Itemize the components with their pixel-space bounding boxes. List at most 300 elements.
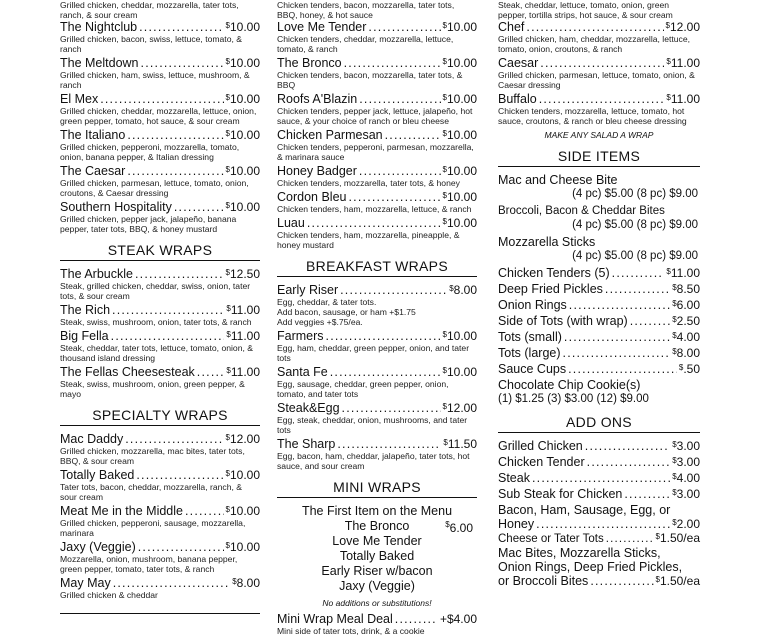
item-name: Sub Steak for Chicken <box>498 487 623 501</box>
dot-leader <box>624 487 670 501</box>
item-row <box>277 164 477 178</box>
item-row <box>60 267 260 281</box>
price-value: 10.00 <box>229 504 260 518</box>
dot-leader <box>330 365 441 379</box>
item-description: Grilled chicken, parmesan, lettuce, tomato, onion, & Caesar dressing <box>498 70 695 90</box>
price-value: 8.00 <box>453 283 477 297</box>
item-name: The Fellas Cheesesteak <box>60 365 195 379</box>
menu-item <box>277 92 477 126</box>
item-price: $10.00 <box>442 164 477 178</box>
item-price: $1.50/ea <box>655 531 700 545</box>
item-price: $3.00 <box>672 455 700 469</box>
item-name: Tots (large) <box>498 346 561 360</box>
bacon-line: Bacon, Ham, Sausage, Egg, or <box>498 503 671 517</box>
item-row <box>498 487 700 501</box>
menu-item <box>277 56 477 90</box>
item-name: Caesar <box>498 56 539 70</box>
item-description: Chicken tenders, mozzarella, tater tots, & honey <box>277 178 460 188</box>
item-price: $8.00 <box>232 576 260 590</box>
side-items-header: SIDE ITEMS <box>498 148 700 167</box>
item-price: $2.50 <box>672 314 700 328</box>
price-value: 10.00 <box>229 92 260 106</box>
salads-list <box>498 20 700 126</box>
mozzarella-sticks-options: (4 pc) $5.00 (8 pc) $9.00 <box>572 250 698 262</box>
item-name: Jaxy (Veggie) <box>60 540 136 554</box>
item-name: Love Me Tender <box>277 20 367 34</box>
menu-item <box>498 346 700 360</box>
dot-leader <box>569 298 670 312</box>
dot-leader <box>174 200 224 214</box>
price-value: 12.00 <box>229 432 260 446</box>
dot-leader <box>135 267 224 281</box>
item-name: May May <box>60 576 111 590</box>
item-price: $8.00 <box>449 283 477 297</box>
item-row <box>498 439 700 453</box>
cheese-row: Cheese or Tater Tots ..... $1.50/ea <box>498 531 700 546</box>
item-row <box>277 437 477 451</box>
item-description: Grilled chicken, pepperoni, mozzarella, tomato, onion, banana pepper, & Italian dressing <box>60 142 240 162</box>
item-price: $10.00 <box>225 468 260 482</box>
item-name: Chicken Tenders (5) <box>498 266 610 280</box>
salad-note: MAKE ANY SALAD A WRAP <box>544 130 654 140</box>
dot-leader <box>141 56 224 70</box>
item-description: Grilled chicken, pepperoni, sausage, mozzarella, marinara <box>60 518 246 538</box>
item-name: Meat Me in the Middle <box>60 504 183 518</box>
item-description: Steak, swiss, mushroom, onion, tater tots, & ranch <box>60 317 252 327</box>
item-description: Steak, cheddar, tater tots, lettuce, tomato, onion, & thousand island dressing <box>60 343 253 363</box>
item-name: El Mex <box>60 92 99 106</box>
item-name: Buffalo <box>498 92 537 106</box>
dot-leader <box>532 471 670 485</box>
item-row <box>498 362 700 376</box>
menu-item <box>498 487 700 501</box>
mac-cheese-name: Mac and Cheese Bite <box>498 173 618 187</box>
item-price: $10.00 <box>225 128 260 142</box>
item-name: Cordon Bleu <box>277 190 347 204</box>
menu-column-tender-wraps <box>277 0 477 638</box>
item-description: Chicken tenders, mozzarella, lettuce, tomato, hot sauce, croutons, & ranch or bleu cheese dressing <box>498 106 687 126</box>
item-price: $1.50/ea <box>655 574 700 588</box>
item-row <box>60 540 260 554</box>
item-name: Luau <box>277 216 305 230</box>
dot-leader <box>605 282 670 296</box>
item-row <box>498 471 700 485</box>
item-row <box>60 128 260 142</box>
item-description: Grilled chicken, parmesan, lettuce, tomato, onion, croutons, & Caesar dressing <box>60 178 249 198</box>
item-row <box>498 56 700 70</box>
breakfast-wraps-header: BREAKFAST WRAPS <box>277 258 477 277</box>
item-price: $.50 <box>678 362 700 376</box>
item-name: Steak <box>498 471 530 485</box>
item-name: The Sharp <box>277 437 336 451</box>
item-description: Chicken tenders, pepperoni, parmesan, mozzarella, & marinara sauce <box>277 142 474 162</box>
cookie-name: Chocolate Chip Cookie(s) <box>498 378 641 392</box>
item-row <box>60 303 260 317</box>
item-description: Grilled chicken & cheddar <box>60 590 158 600</box>
item-row <box>277 56 477 70</box>
item-price: $8.00 <box>672 346 700 360</box>
dot-leader <box>359 164 441 178</box>
item-price: $4.00 <box>672 330 700 344</box>
item-price: $10.00 <box>442 20 477 34</box>
item-description: Grilled chicken, cheddar, mozzarella, tater tots, ranch, & sour cream <box>60 0 239 20</box>
price-value: 10.00 <box>229 540 260 554</box>
item-addon-note: Add veggies +$.75/ea. <box>277 317 363 327</box>
item-name: Roofs A'Blazin <box>277 92 358 106</box>
price-value: 10.00 <box>446 20 477 34</box>
item-name: Deep Fried Pickles <box>498 282 603 296</box>
price-value: 10.00 <box>229 164 260 178</box>
mini-wrap-item: Love Me Tender <box>332 534 422 548</box>
item-row <box>277 20 477 34</box>
dot-leader <box>111 329 225 343</box>
item-description: Egg, steak, cheddar, onion, mushrooms, and tater tots <box>277 415 468 435</box>
item-row <box>60 504 260 518</box>
dot-leader <box>326 329 441 343</box>
price-value: 2.50 <box>676 314 700 328</box>
cookie-options: (1) $1.25 (3) $3.00 (12) $9.00 <box>498 393 649 405</box>
item-name: Farmers <box>277 329 324 343</box>
broccoli-bites-options: (4 pc) $5.00 (8 pc) $9.00 <box>572 219 698 231</box>
mini-wraps-block <box>277 519 477 594</box>
dot-leader <box>127 128 223 142</box>
menu-item <box>60 303 260 327</box>
menu-item <box>60 164 260 198</box>
menu-item <box>498 362 700 376</box>
item-price: $10.00 <box>225 20 260 34</box>
item-name: Southern Hospitality <box>60 200 172 214</box>
item-price: $6.00 <box>672 298 700 312</box>
item-price: $10.00 <box>225 92 260 106</box>
item-name: Chicken Tender <box>498 455 585 469</box>
item-name: Side of Tots (with wrap) <box>498 314 628 328</box>
item-row <box>498 92 700 106</box>
item-row <box>60 200 260 214</box>
price-value: 10.00 <box>229 20 260 34</box>
dot-leader <box>197 365 225 379</box>
item-row <box>277 283 477 297</box>
menu-item <box>498 471 700 485</box>
dot-leader <box>368 20 440 34</box>
steak-wraps-list <box>60 267 260 399</box>
item-name: Santa Fe <box>277 365 328 379</box>
item-row <box>60 576 260 590</box>
specialty-wraps-header: SPECIALTY WRAPS <box>60 407 260 426</box>
price-value: 11.00 <box>670 92 700 106</box>
menu-item <box>498 56 700 90</box>
menu-item <box>498 266 700 280</box>
dot-leader <box>630 314 671 328</box>
item-price: $12.50 <box>225 267 260 281</box>
menu-item <box>60 576 260 600</box>
menu-item <box>60 92 260 126</box>
price-value: 11.50 <box>447 437 477 451</box>
item-row <box>60 329 260 343</box>
menu-item <box>277 329 477 363</box>
item-price: $10.00 <box>225 56 260 70</box>
price-value: 8.00 <box>676 346 700 360</box>
item-row <box>277 401 477 415</box>
menu-item <box>498 330 700 344</box>
menu-item <box>277 190 477 214</box>
price-value: 11.00 <box>670 56 700 70</box>
item-price: $2.00 <box>672 517 700 531</box>
chicken-wraps-list <box>60 20 260 234</box>
mini-wraps-price: $6.00 <box>445 520 473 535</box>
item-description: Tater tots, bacon, cheddar, mozzarella, ranch, & sour cream <box>60 482 242 502</box>
dot-leader <box>112 303 224 317</box>
item-name: The Caesar <box>60 164 126 178</box>
item-price: $11.00 <box>226 329 260 343</box>
menu-item <box>498 92 700 126</box>
dot-leader <box>136 468 223 482</box>
price-value: 12.00 <box>669 20 700 34</box>
price-value: 10.00 <box>229 468 260 482</box>
item-description: Chicken tenders, ham, mozzarella, pineapple, & honey mustard <box>277 230 460 250</box>
item-row <box>498 314 700 328</box>
menu-column-salads-sides <box>498 0 700 588</box>
item-price: $10.00 <box>442 92 477 106</box>
item-price: $12.00 <box>665 20 700 34</box>
item-name: Honey Badger <box>277 164 357 178</box>
menu-item <box>60 468 260 502</box>
price-value: 10.00 <box>229 200 260 214</box>
item-price: $11.50 <box>443 437 477 451</box>
price-value: 10.00 <box>446 365 477 379</box>
menu-item <box>60 20 260 54</box>
dot-leader <box>307 216 441 230</box>
menu-item <box>498 20 700 54</box>
dot-leader <box>359 92 440 106</box>
item-description: Egg, cheddar, & tater tots. <box>277 297 377 307</box>
item-name: Big Fella <box>60 329 109 343</box>
item-row <box>498 346 700 360</box>
price-value: 10.00 <box>229 128 260 142</box>
menu-item <box>498 314 700 328</box>
item-row <box>498 266 700 280</box>
item-name: Onion Rings <box>498 298 567 312</box>
bacon-row: Honey ..... $2.00 <box>498 517 700 531</box>
item-price: $10.00 <box>225 504 260 518</box>
item-description: Mozzarella, onion, mushroom, banana pepper, green pepper, tomato, tater tots, & ranch <box>60 554 238 574</box>
item-price: $10.00 <box>442 128 477 142</box>
item-row <box>498 298 700 312</box>
item-row <box>277 92 477 106</box>
dot-leader <box>139 20 223 34</box>
price-value: 3.00 <box>676 487 700 501</box>
dot-leader <box>564 330 670 344</box>
item-description: Grilled chicken, pepper jack, jalapeño, banana pepper, tater tots, BBQ, & honey mustard <box>60 214 237 234</box>
dot-leader <box>337 437 441 451</box>
item-price: $11.00 <box>666 92 700 106</box>
dot-leader <box>385 128 441 142</box>
item-addon-note: Add bacon, sausage, or ham +$1.75 <box>277 307 416 317</box>
item-price: $10.00 <box>442 365 477 379</box>
item-name: Steak&Egg <box>277 401 340 415</box>
menu-item <box>60 56 260 90</box>
onion-rings-line: Onion Rings, Deep Fried Pickles, <box>498 560 683 574</box>
price-value: 11.00 <box>670 266 700 280</box>
dot-leader <box>606 532 654 546</box>
price-value: 10.00 <box>229 56 260 70</box>
item-row <box>60 56 260 70</box>
dot-leader <box>540 56 664 70</box>
item-price: $12.00 <box>442 401 477 415</box>
menu-item <box>277 401 477 435</box>
item-price: $4.00 <box>672 471 700 485</box>
mini-wrap-item: Jaxy (Veggie) <box>339 579 415 593</box>
price-value: 10.00 <box>446 128 477 142</box>
menu-item <box>60 329 260 363</box>
mini-wraps-intro: The First Item on the Menu <box>301 504 453 518</box>
price-value: 11.00 <box>230 329 260 343</box>
price-value: 11.00 <box>230 365 260 379</box>
item-description: Grilled chicken, mozzarella, mac bites, tater tots, BBQ, & sour cream <box>60 446 245 466</box>
broccoli-line: or Broccoli Bites ..... $1.50/ea <box>498 574 700 588</box>
mini-wrap-item: Totally Baked <box>339 549 415 563</box>
dot-leader <box>344 56 441 70</box>
item-row <box>60 92 260 106</box>
item-price: $12.00 <box>225 432 260 446</box>
item-row <box>277 190 477 204</box>
menu-item <box>498 298 700 312</box>
menu-item <box>277 164 477 188</box>
item-row <box>60 468 260 482</box>
item-description: Egg, ham, cheddar, green pepper, onion, and tater tots <box>277 343 470 363</box>
item-name: Mac Daddy <box>60 432 124 446</box>
item-row <box>277 329 477 343</box>
menu-item <box>277 128 477 162</box>
item-description: Grilled chicken, ham, cheddar, mozzarella, lettuce, tomato, onion, croutons, & ranch <box>498 34 691 54</box>
menu-item <box>498 439 700 453</box>
dot-leader <box>587 455 671 469</box>
menu-item <box>60 432 260 466</box>
price-value: 10.00 <box>446 190 477 204</box>
tender-wraps-list <box>277 20 477 250</box>
item-row <box>498 282 700 296</box>
item-description: Chicken tenders, cheddar, mozzarella, lettuce, tomato, & ranch <box>277 34 454 54</box>
item-row <box>498 330 700 344</box>
item-name: The Arbuckle <box>60 267 133 281</box>
item-price: $11.00 <box>666 266 700 280</box>
item-row <box>277 216 477 230</box>
item-price: $3.00 <box>672 487 700 501</box>
item-name: The Meltdown <box>60 56 139 70</box>
item-description: Steak, swiss, mushroom, onion, green pepper, & mayo <box>60 379 245 399</box>
item-price: $10.00 <box>225 200 260 214</box>
item-name: Sauce Cups <box>498 362 567 376</box>
dot-leader <box>395 612 438 626</box>
menu-item <box>60 267 260 301</box>
item-name: Totally Baked <box>60 468 135 482</box>
menu-item <box>277 20 477 54</box>
menu-item <box>498 282 700 296</box>
item-price: $10.00 <box>442 329 477 343</box>
dot-leader <box>100 92 223 106</box>
menu-item <box>277 437 477 471</box>
price-value: 12.00 <box>446 401 477 415</box>
dot-leader <box>526 20 663 34</box>
item-description: Grilled chicken, bacon, swiss, lettuce, tomato, & ranch <box>60 34 242 54</box>
menu-column-wraps <box>60 0 260 602</box>
breakfast-wraps-list <box>277 283 477 471</box>
item-name: Tots (small) <box>498 330 562 344</box>
menu-item <box>277 365 477 399</box>
bottom-divider <box>60 613 260 614</box>
mini-wrap-item: The Bronco <box>344 519 410 533</box>
item-description: Grilled chicken, cheddar, mozzarella, lettuce, onion, green pepper, tomato, hot sauce, & sour cream <box>60 106 257 126</box>
item-name: Early Riser <box>277 283 339 297</box>
item-row <box>60 365 260 379</box>
price-value: 3.00 <box>676 455 700 469</box>
specialty-wraps-list <box>60 432 260 600</box>
item-row <box>498 20 700 34</box>
price-value: 3.00 <box>676 439 700 453</box>
dot-leader <box>349 190 441 204</box>
dot-leader <box>340 283 447 297</box>
dot-leader <box>585 439 670 453</box>
mac-bites-line: Mac Bites, Mozzarella Sticks, <box>498 546 661 560</box>
item-description: Chicken tenders, bacon, mozzarella, tater tots, & BBQ <box>277 70 463 90</box>
item-description: Grilled chicken, ham, swiss, lettuce, mushroom, & ranch <box>60 70 250 90</box>
dot-leader <box>539 92 665 106</box>
price-value: 4.00 <box>676 330 700 344</box>
dot-leader <box>563 346 671 360</box>
dot-leader <box>127 164 223 178</box>
mini-wraps-header: MINI WRAPS <box>277 479 477 498</box>
add-ons-header: ADD ONS <box>498 414 700 433</box>
price-value: 8.50 <box>676 282 700 296</box>
item-name: The Nightclub <box>60 20 138 34</box>
mini-wraps-note: No additions or substitutions! <box>322 598 432 608</box>
item-description: Mini side of tater tots, drink, & a cookie <box>277 626 425 636</box>
item-name: The Bronco <box>277 56 342 70</box>
item-row <box>277 128 477 142</box>
item-price: $11.00 <box>666 56 700 70</box>
price-value: 10.00 <box>446 56 477 70</box>
menu-item <box>277 216 477 250</box>
price-value: .50 <box>683 362 700 376</box>
item-name: Grilled Chicken <box>498 439 583 453</box>
broccoli-bites-name: Broccoli, Bacon & Cheddar Bites <box>498 205 665 217</box>
item-price: $10.00 <box>442 56 477 70</box>
dot-leader <box>342 401 441 415</box>
item-row <box>60 432 260 446</box>
item-price: +$4.00 <box>439 612 477 626</box>
dot-leader <box>113 576 230 590</box>
mozzarella-sticks-name: Mozzarella Sticks <box>498 235 596 249</box>
dot-leader <box>138 540 224 554</box>
item-name: Chef <box>498 20 525 34</box>
item-description: Chicken tenders, pepper jack, lettuce, jalapeño, hot sauce, & your choice of ranch or bleu cheese <box>277 106 473 126</box>
side-items-list <box>498 266 700 376</box>
item-row <box>498 455 700 469</box>
steak-wraps-header: STEAK WRAPS <box>60 242 260 261</box>
price-value: 4.00 <box>676 471 700 485</box>
item-price: $11.00 <box>226 365 260 379</box>
item-row <box>60 164 260 178</box>
price-value: 12.50 <box>229 267 260 281</box>
add-ons-list <box>498 439 700 501</box>
price-value: 10.00 <box>446 216 477 230</box>
item-price: $10.00 <box>442 216 477 230</box>
item-price: $10.00 <box>225 540 260 554</box>
dot-leader <box>590 574 653 588</box>
menu-item <box>60 504 260 538</box>
mini-wrap-item: Early Riser w/bacon <box>321 564 433 578</box>
item-price: $3.00 <box>672 439 700 453</box>
price-value: 11.00 <box>230 303 260 317</box>
